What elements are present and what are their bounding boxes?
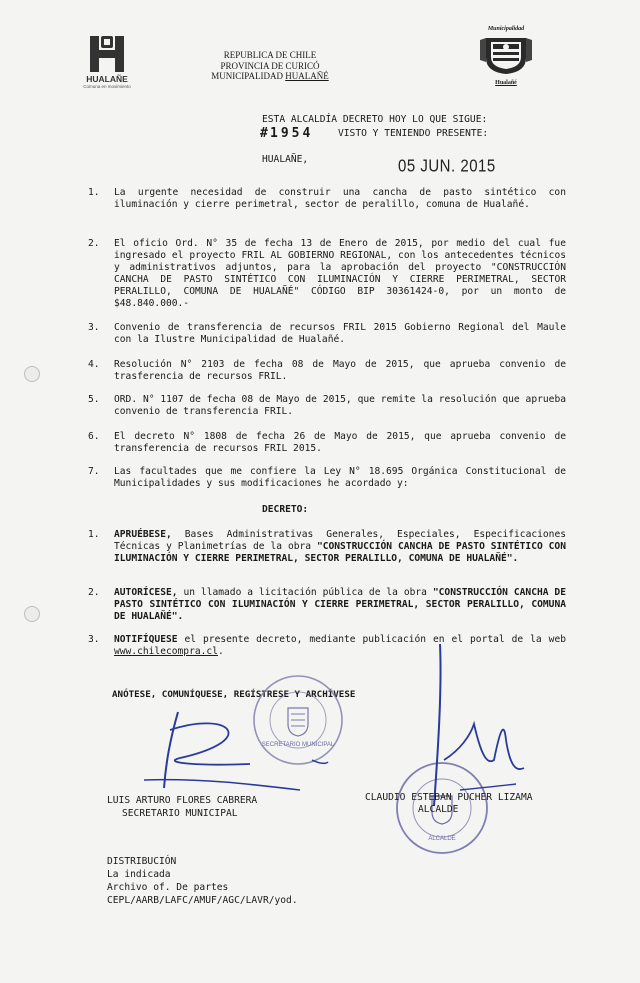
visto-text: ORD. N° 1107 de fecha 08 de Mayo de 2015, que remite la resolución que aprueba convenio de transferencia FRIL. xyxy=(114,394,566,417)
decreto-verb: NOTIFÍQUESE xyxy=(114,634,178,645)
decreto-project-title: "CONSTRUCCIÓN CANCHA DE PASTO SINTÉTICO CON ILUMINACIÓN Y CIERRE PERIMETRAL, SECTOR PERALILLO, COMUNA DE HUALAÑÉ". xyxy=(114,587,566,622)
visto-text: Resolución N° 2103 de fecha 08 de Mayo de 2015, que aprueba convenio de trasferencia de recursos FRIL. xyxy=(114,359,566,382)
logo-subtitle: Comuna en movimiento xyxy=(83,84,131,89)
decreto-verb: APRUÉBESE, xyxy=(114,529,172,540)
decreto-body: un llamado a licitación pública de la obra xyxy=(177,587,433,598)
letterhead-line3-prefix: MUNICIPALIDAD xyxy=(211,71,286,81)
letterhead xyxy=(210,50,330,82)
visto-text: La urgente necesidad de construir una cancha de pasto sintético con iluminación y cierre perimetral, sector de peralillo, comuna de Hualañé. xyxy=(114,187,566,210)
distribucion-line: CEPL/AARB/LAFC/AMUF/AGC/LAVR/yod. xyxy=(107,895,298,906)
intro-line1: ESTA ALCALDÍA DECRETO HOY LO QUE SIGUE: xyxy=(262,114,488,125)
decreto-number: 1. xyxy=(88,529,100,540)
stamp2-label: ALCALDE xyxy=(428,836,456,842)
visto-text: Convenio de transferencia de recursos FRIL 2015 Gobierno Regional del Maule con la Ilustre Municipalidad de Hualañé. xyxy=(114,322,566,345)
letterhead-line3-name: HUALAÑÉ xyxy=(285,71,329,81)
visto-text: El decreto N° 1808 de fecha 26 de Mayo de 2015, que aprueba convenio de transferencia de recursos FRIL 2015. xyxy=(114,431,566,454)
decreto-number: 2. xyxy=(88,587,100,598)
decreto-text xyxy=(114,529,566,565)
secretario-name: LUIS ARTURO FLORES CABRERA xyxy=(107,795,258,806)
stamp1-label: SECRETARIO MUNICIPAL xyxy=(261,742,335,748)
punch-hole xyxy=(24,366,40,382)
decreto-item xyxy=(88,529,566,577)
letterhead-line3 xyxy=(210,71,330,82)
decreto-body: el presente decreto, mediante publicación en el portal de la web xyxy=(177,634,566,645)
intro-line2: VISTO Y TENIENDO PRESENTE: xyxy=(338,128,489,139)
visto-number: 5. xyxy=(88,394,100,405)
decreto-title: DECRETO: xyxy=(262,504,309,515)
logo-title: HUALAÑE xyxy=(86,74,128,84)
secretario-title: SECRETARIO MUNICIPAL xyxy=(122,808,238,819)
punch-hole xyxy=(24,606,40,622)
visto-number: 2. xyxy=(88,238,100,249)
distribucion-line: Archivo of. De partes xyxy=(107,882,229,893)
alcalde-signature xyxy=(420,640,550,810)
visto-number: 6. xyxy=(88,431,100,442)
visto-text: Las facultades que me confiere la Ley N° 18.695 Orgánica Constitucional de Municipalidades y sus modificaciones he acordado y: xyxy=(114,466,566,489)
hualane-logo xyxy=(80,34,134,88)
seal-bottom-text: Hualañé xyxy=(495,80,517,86)
decreto-verb: AUTORÍCESE, xyxy=(114,587,178,598)
visto-number: 1. xyxy=(88,187,100,198)
place: HUALAÑE, xyxy=(262,154,309,165)
decreto-item xyxy=(88,587,566,625)
distribucion-line: La indicada xyxy=(107,869,171,880)
decreto-after: . xyxy=(217,646,224,657)
decreto-body: Bases Administrativas Generales, Especiales, Especificaciones Técnicas y Planimetrías de la obra xyxy=(114,529,566,552)
secretario-signature xyxy=(140,700,330,800)
number-sign-icon: # xyxy=(260,126,271,141)
decree-number-value: 1954 xyxy=(270,126,314,141)
distribucion-title: DISTRIBUCIÓN xyxy=(107,856,177,867)
municipal-seal xyxy=(478,26,534,88)
visto-number: 3. xyxy=(88,322,100,333)
alcalde-name: CLAUDIO ESTEBAN PUCHER LIZAMA xyxy=(365,792,533,803)
decreto-number: 3. xyxy=(88,634,100,645)
visto-item xyxy=(88,238,566,312)
decree-number xyxy=(260,126,313,141)
chilecompra-link[interactable]: www.chilecompra.cl xyxy=(114,646,218,657)
visto-number: 4. xyxy=(88,359,100,370)
visto-item xyxy=(88,359,566,385)
visto-item xyxy=(88,394,566,420)
closing-line: ANÓTESE, COMUNÍQUESE, REGÍSTRESE Y ARCHÍVESE xyxy=(112,689,356,700)
visto-item xyxy=(88,466,566,492)
decreto-project-title: "CONSTRUCCIÓN CANCHA DE PASTO SINTÉTICO CON ILUMINACIÓN Y CIERRE PERIMETRAL, SECTOR PERALILLO, COMUNA DE HUALAÑÉ". xyxy=(114,541,566,564)
visto-number: 7. xyxy=(88,466,100,477)
visto-text: El oficio Ord. N° 35 de fecha 13 de Enero de 2015, por medio del cual fue ingresado el proyecto FRIL AL GOBIERNO REGIONAL, con los antecedentes técnicos y administrativos adjuntos, para la aprobación del proyecto "CONSTRUCCIÓN CANCHA DE PASTO SINTÉTICO CON ILUMINACIÓN Y CIERRE PERIMETRAL, SECTOR PERALILLO, COMUNA DE HUALAÑÉ" CÓDIGO BIP 30361424-0, por un monto de $48.840.000.- xyxy=(114,238,566,309)
letterhead-line1: REPUBLICA DE CHILE xyxy=(223,50,317,60)
visto-item xyxy=(88,187,566,225)
visto-item xyxy=(88,322,566,348)
alcalde-title: ALCALDE xyxy=(418,804,459,815)
date-stamp: 05 JUN. 2015 xyxy=(398,156,496,177)
visto-item xyxy=(88,431,566,457)
coat-of-arms-icon xyxy=(478,32,534,76)
hualane-logo-mark-icon xyxy=(80,34,134,74)
letterhead-line2: PROVINCIA DE CURICÓ xyxy=(220,60,320,71)
decreto-text xyxy=(114,587,566,623)
seal-top-text: Municipalidad xyxy=(487,26,525,32)
